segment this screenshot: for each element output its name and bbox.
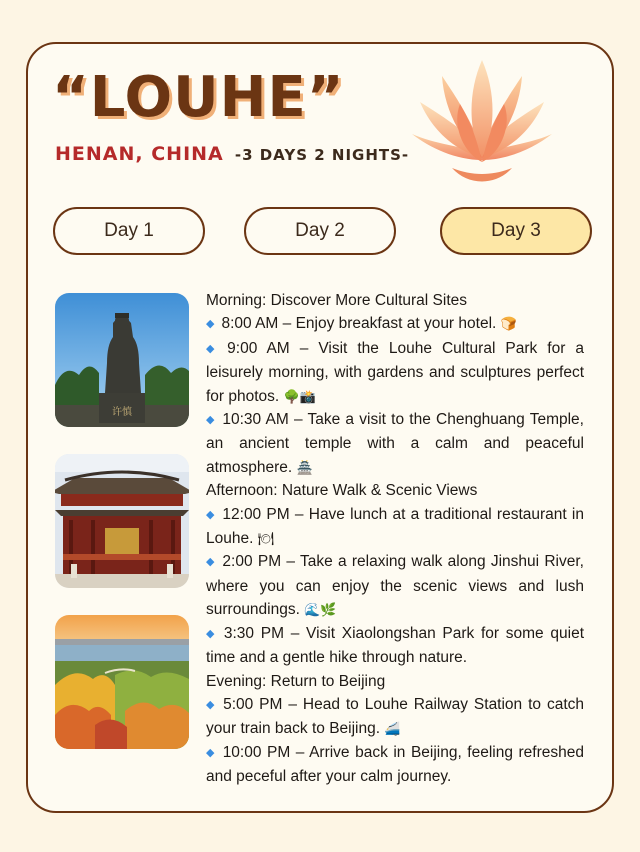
list-item: ◆ 10:00 PM – Arrive back in Beijing, feeling refreshed and peceful after your calm journey. [206,743,584,786]
statue-inscription: 许慎 [112,407,132,418]
train-icon: 🚄 [384,721,401,737]
small-blue-diamond-icon: ◆ [206,342,221,355]
page-title: “LOUHE” [52,65,345,130]
small-blue-diamond-icon: ◆ [206,746,216,759]
park-photo [55,615,189,749]
small-blue-diamond-icon: ◆ [206,556,216,569]
small-blue-diamond-icon: ◆ [206,508,216,521]
temple-photo [55,454,189,588]
evening-heading: Evening: Return to Beijing [206,672,386,690]
list-item: ◆ 8:00 AM – Enjoy breakfast at your hotel. 🍞 [206,315,517,333]
temple-icon: 🏯 [296,459,313,475]
location-label: HENAN, CHINA [55,143,224,165]
afternoon-heading: Afternoon: Nature Walk & Scenic Views [206,482,478,500]
tab-day-2[interactable]: Day 2 [244,207,396,255]
itinerary-text [206,289,584,789]
morning-heading: Morning: Discover More Cultural Sites [206,292,468,309]
wave-leaf-icon: 🌊🌿 [304,602,337,618]
subtitle [55,145,409,164]
tab-day-1[interactable]: Day 1 [53,207,205,255]
small-blue-diamond-icon: ◆ [206,627,217,640]
small-blue-diamond-icon: ◆ [206,698,217,711]
small-blue-diamond-icon: ◆ [206,414,216,427]
list-item: ◆ 10:30 AM – Take a visit to the Chenghuang Temple, an ancient temple with a calm and peaceful atmosphere. 🏯 [206,411,584,476]
small-blue-diamond-icon: ◆ [206,318,215,331]
list-item: ◆ 5:00 PM – Head to Louhe Railway Station to catch your train back to Beijing. 🚄 [206,695,584,738]
lotus-flower-icon [408,54,556,186]
duration-label: -3 DAYS 2 NIGHTS- [234,146,410,164]
bread-icon: 🍞 [500,316,517,332]
list-item: ◆ 9:00 AM – Visit the Louhe Cultural Park for a leisurely morning, with gardens and sculptures perfect for photos. 🌳📸 [206,339,584,405]
tab-day-3[interactable]: Day 3 [440,207,592,255]
tree-camera-icon: 🌳📸 [283,388,316,404]
list-item: ◆ 2:00 PM – Take a relaxing walk along Jinshui River, where you can enjoy the scenic views and lush surroundings. 🌊🌿 [206,553,584,619]
list-item: ◆ 3:30 PM – Visit Xiaolongshan Park for some quiet time and a gentle hike through nature. [206,624,584,667]
fork-knife-icon: 🍽 [257,531,275,547]
list-item: ◆ 12:00 PM – Have lunch at a traditional restaurant in Louhe. 🍽 [206,505,584,548]
statue-photo [55,293,189,427]
